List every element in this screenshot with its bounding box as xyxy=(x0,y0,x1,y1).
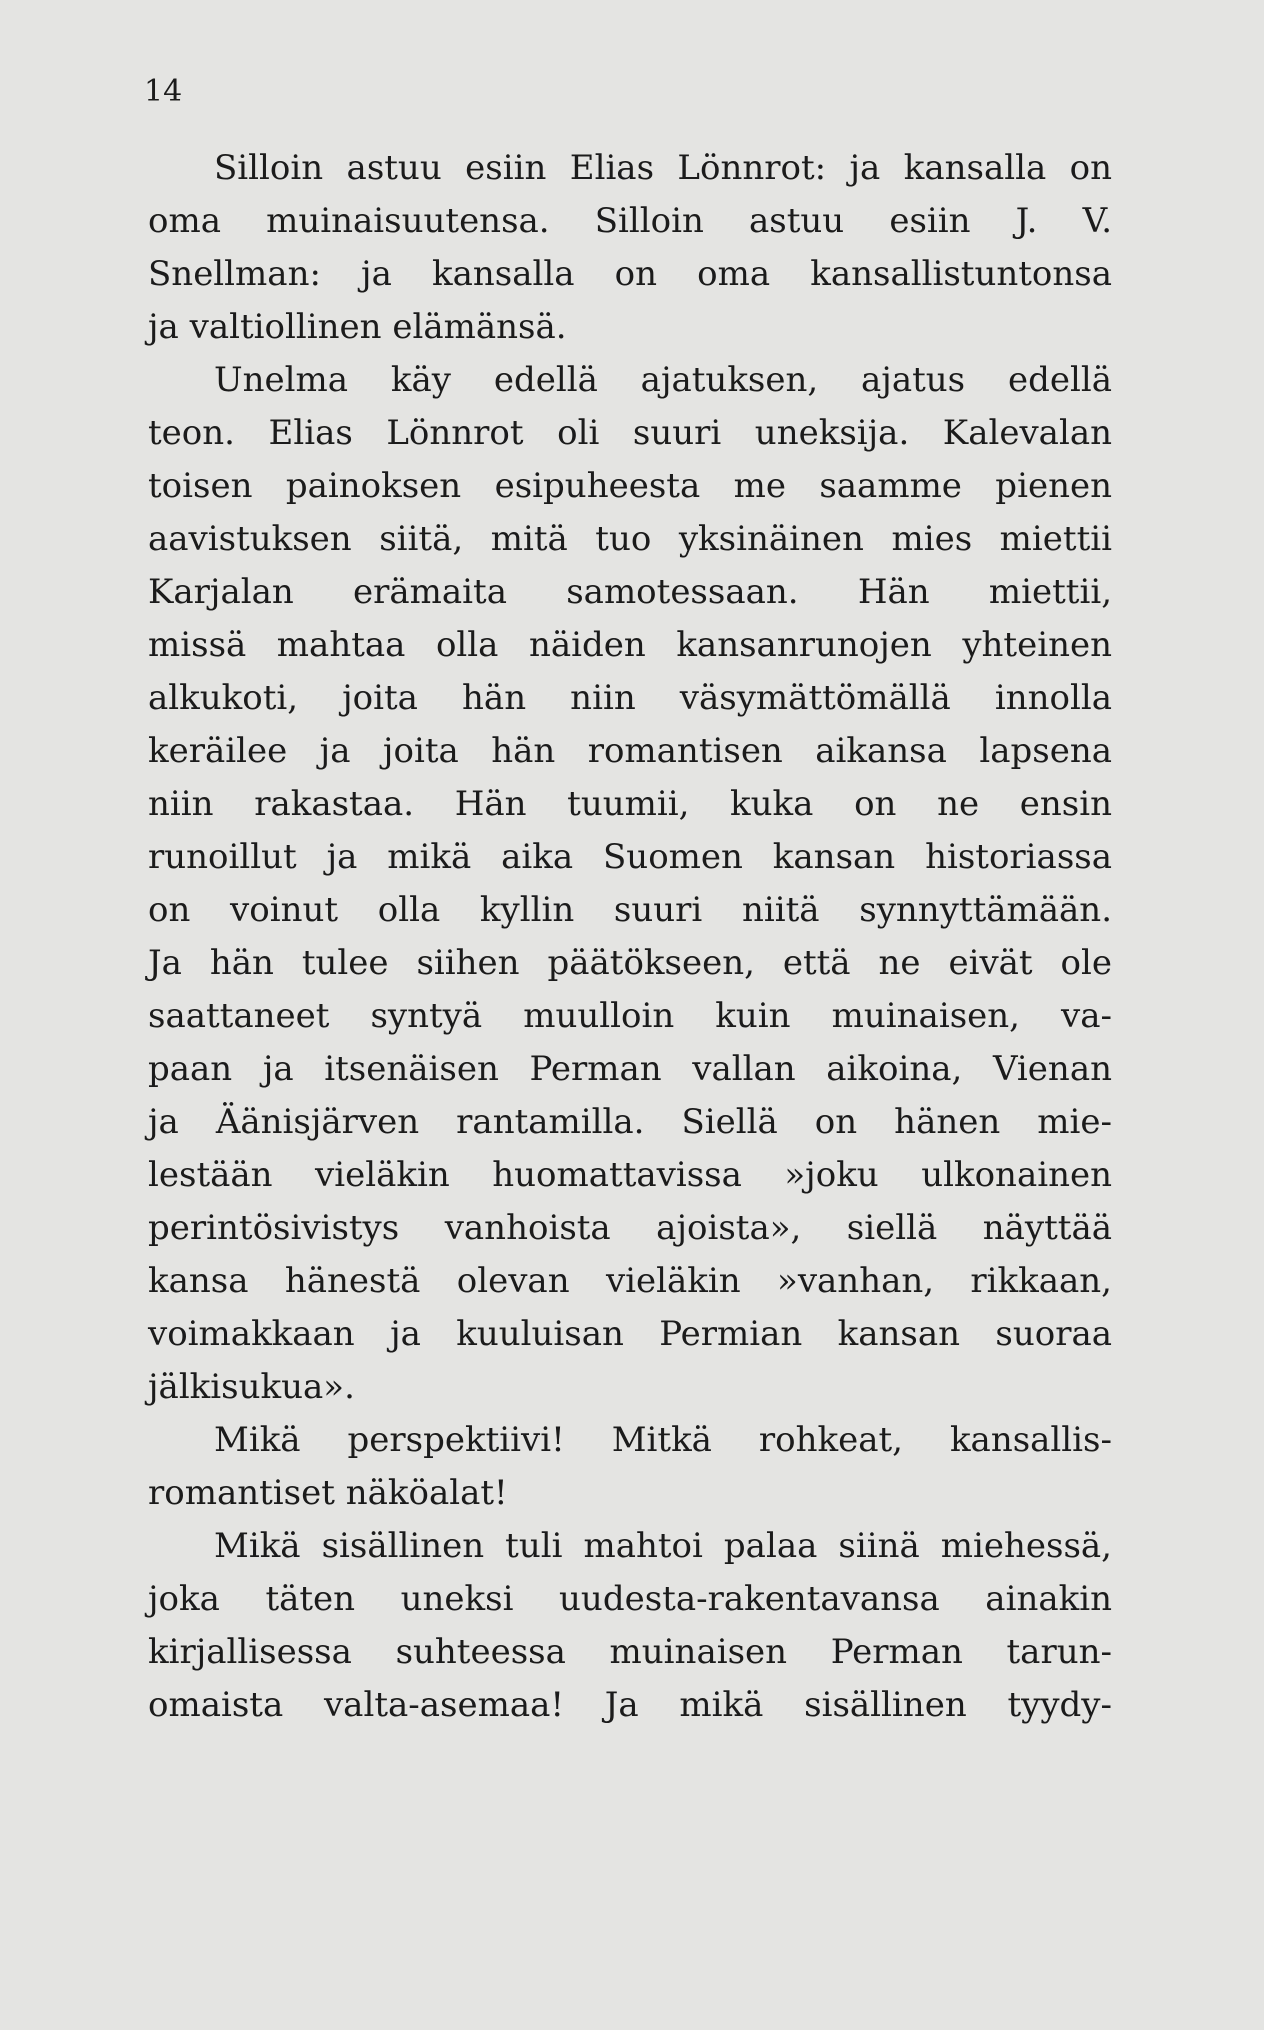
text-line: niin rakastaa. Hän tuumii, kuka on ne ensin xyxy=(148,784,1112,824)
text-line: Mikä sisällinen tuli mahtoi palaa siinä miehessä, xyxy=(214,1526,1112,1566)
text-line: on voinut olla kyllin suuri niitä synnyttämään. xyxy=(148,890,1112,930)
text-line: Unelma käy edellä ajatuksen, ajatus edellä xyxy=(214,360,1112,400)
text-line: missä mahtaa olla näiden kansanrunojen yhteinen xyxy=(148,625,1112,665)
text-line: alkukoti, joita hän niin väsymättömällä innolla xyxy=(148,678,1112,718)
text-line: oma muinaisuutensa. Silloin astuu esiin J. V. xyxy=(148,201,1112,241)
text-line: kirjallisessa suhteessa muinaisen Perman tarun- xyxy=(148,1632,1112,1672)
text-line: Snellman: ja kansalla on oma kansallistuntonsa xyxy=(148,254,1112,294)
text-line: Mikä perspektiivi! Mitkä rohkeat, kansallis- xyxy=(214,1420,1112,1460)
text-line: Ja hän tulee siihen päätökseen, että ne eivät ole xyxy=(148,943,1112,983)
text-line: perintösivistys vanhoista ajoista», siellä näyttää xyxy=(148,1208,1112,1248)
text-line: Karjalan erämaita samotessaan. Hän miettii, xyxy=(148,572,1112,612)
text-line: paan ja itsenäisen Perman vallan aikoina, Vienan xyxy=(148,1049,1112,1089)
text-line: romantiset näköalat! xyxy=(148,1473,508,1513)
text-line: runoillut ja mikä aika Suomen kansan historiassa xyxy=(148,837,1112,877)
text-line: lestään vieläkin huomattavissa »joku ulkonainen xyxy=(148,1155,1112,1195)
text-line: jälkisukua». xyxy=(148,1367,355,1407)
text-line: aavistuksen siitä, mitä tuo yksinäinen mies miettii xyxy=(148,519,1112,559)
text-line: ja valtiollinen elämänsä. xyxy=(148,307,567,347)
text-line: teon. Elias Lönnrot oli suuri uneksija. Kalevalan xyxy=(148,413,1112,453)
text-line: Silloin astuu esiin Elias Lönnrot: ja kansalla on xyxy=(214,148,1112,188)
text-line: ja Äänisjärven rantamilla. Siellä on hänen mie- xyxy=(148,1102,1112,1142)
text-line: joka täten uneksi uudesta-rakentavansa ainakin xyxy=(148,1579,1112,1619)
text-line: voimakkaan ja kuuluisan Permian kansan suoraa xyxy=(148,1314,1112,1354)
text-line: omaista valta-asemaa! Ja mikä sisällinen tyydy- xyxy=(148,1685,1112,1725)
page-number: 14 xyxy=(144,74,183,109)
body-text xyxy=(148,142,1112,1732)
text-line: saattaneet syntyä muulloin kuin muinaisen, va- xyxy=(148,996,1112,1036)
text-line: kansa hänestä olevan vieläkin »vanhan, rikkaan, xyxy=(148,1261,1112,1301)
text-line: keräilee ja joita hän romantisen aikansa lapsena xyxy=(148,731,1112,771)
text-line: toisen painoksen esipuheesta me saamme pienen xyxy=(148,466,1112,506)
